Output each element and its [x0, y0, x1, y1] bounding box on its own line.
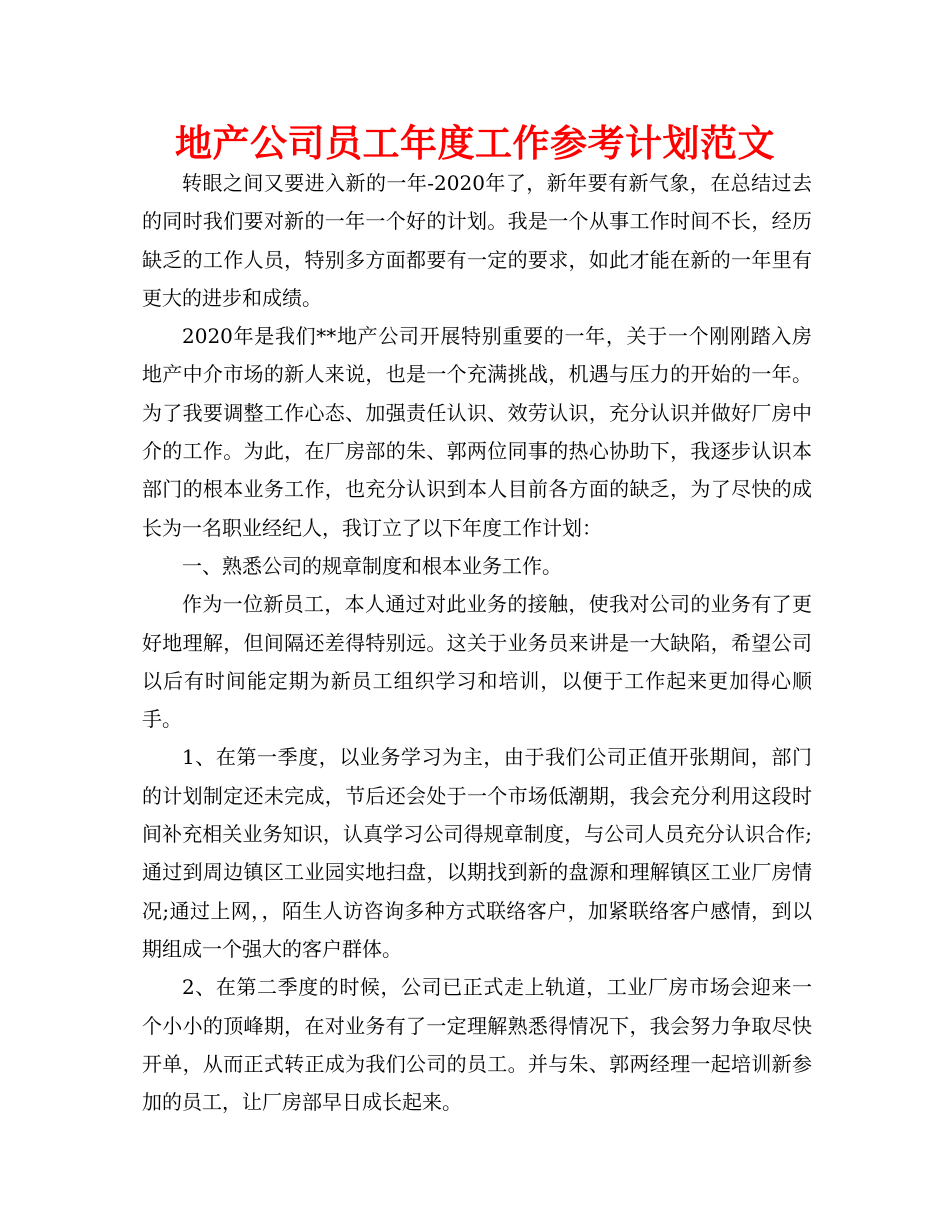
paragraph-q1-plan: 1、在第一季度，以业务学习为主，由于我们公司正值开张期间，部门的计划制定还未完成，节后还会处于一个市场低潮期，我会充分利用这段时间补充相关业务知识，认真学习公司得规章制度，与公司人员充分认识合作;通过到周边镇区工业园实地扫盘，以期找到新的盘源和理解镇区工业厂房情况;通过上网，，陌生人访咨询多种方式联络客户，加紧联络客户感情，到以期组成一个强大的客户群体。	[142, 745, 812, 961]
document-body	[142, 164, 812, 1121]
document-title: 地产公司员工年度工作参考计划范文	[175, 121, 775, 165]
paragraph-new-employee: 作为一位新员工，本人通过对此业务的接触，使我对公司的业务有了更好地理解，但间隔还差得特别远。这关于业务员来讲是一大缺陷，希望公司以后有时间能定期为新员工组织学习和培训，以便于工作起来更加得心顺手。	[142, 592, 812, 732]
paragraph-intro: 转眼之间又要进入新的一年-2020年了，新年要有新气象，在总结过去的同时我们要对新的一年一个好的计划。我是一个从事工作时间不长，经历缺乏的工作人员，特别多方面都要有一定的要求，如此才能在新的一年里有更大的进步和成绩。	[142, 171, 812, 310]
paragraph-background: 2020年是我们**地产公司开展特别重要的一年，关于一个刚刚踏入房地产中介市场的新人来说，也是一个充满挑战，机遇与压力的开始的一年。为了我要调整工作心态、加强责任认识、效劳认识，充分认识并做好厂房中介的工作。为此，在厂房部的朱、郭两位同事的热心协助下，我逐步认识本部门的根本业务工作，也充分认识到本人目前各方面的缺乏，为了尽快的成长为一名职业经纪人，我订立了以下年度工作计划：	[142, 324, 812, 540]
section-heading-1: 一、熟悉公司的规章制度和根本业务工作。	[182, 553, 562, 578]
paragraph-q2-plan: 2、在第二季度的时候，公司已正式走上轨道，工业厂房市场会迎来一个小小的顶峰期，在对业务有了一定理解熟悉得情况下，我会努力争取尽快开单，从而正式转正成为我们公司的员工。并与朱、郭两经理一起培训新参加的员工，让厂房部早日成长起来。	[142, 975, 812, 1115]
